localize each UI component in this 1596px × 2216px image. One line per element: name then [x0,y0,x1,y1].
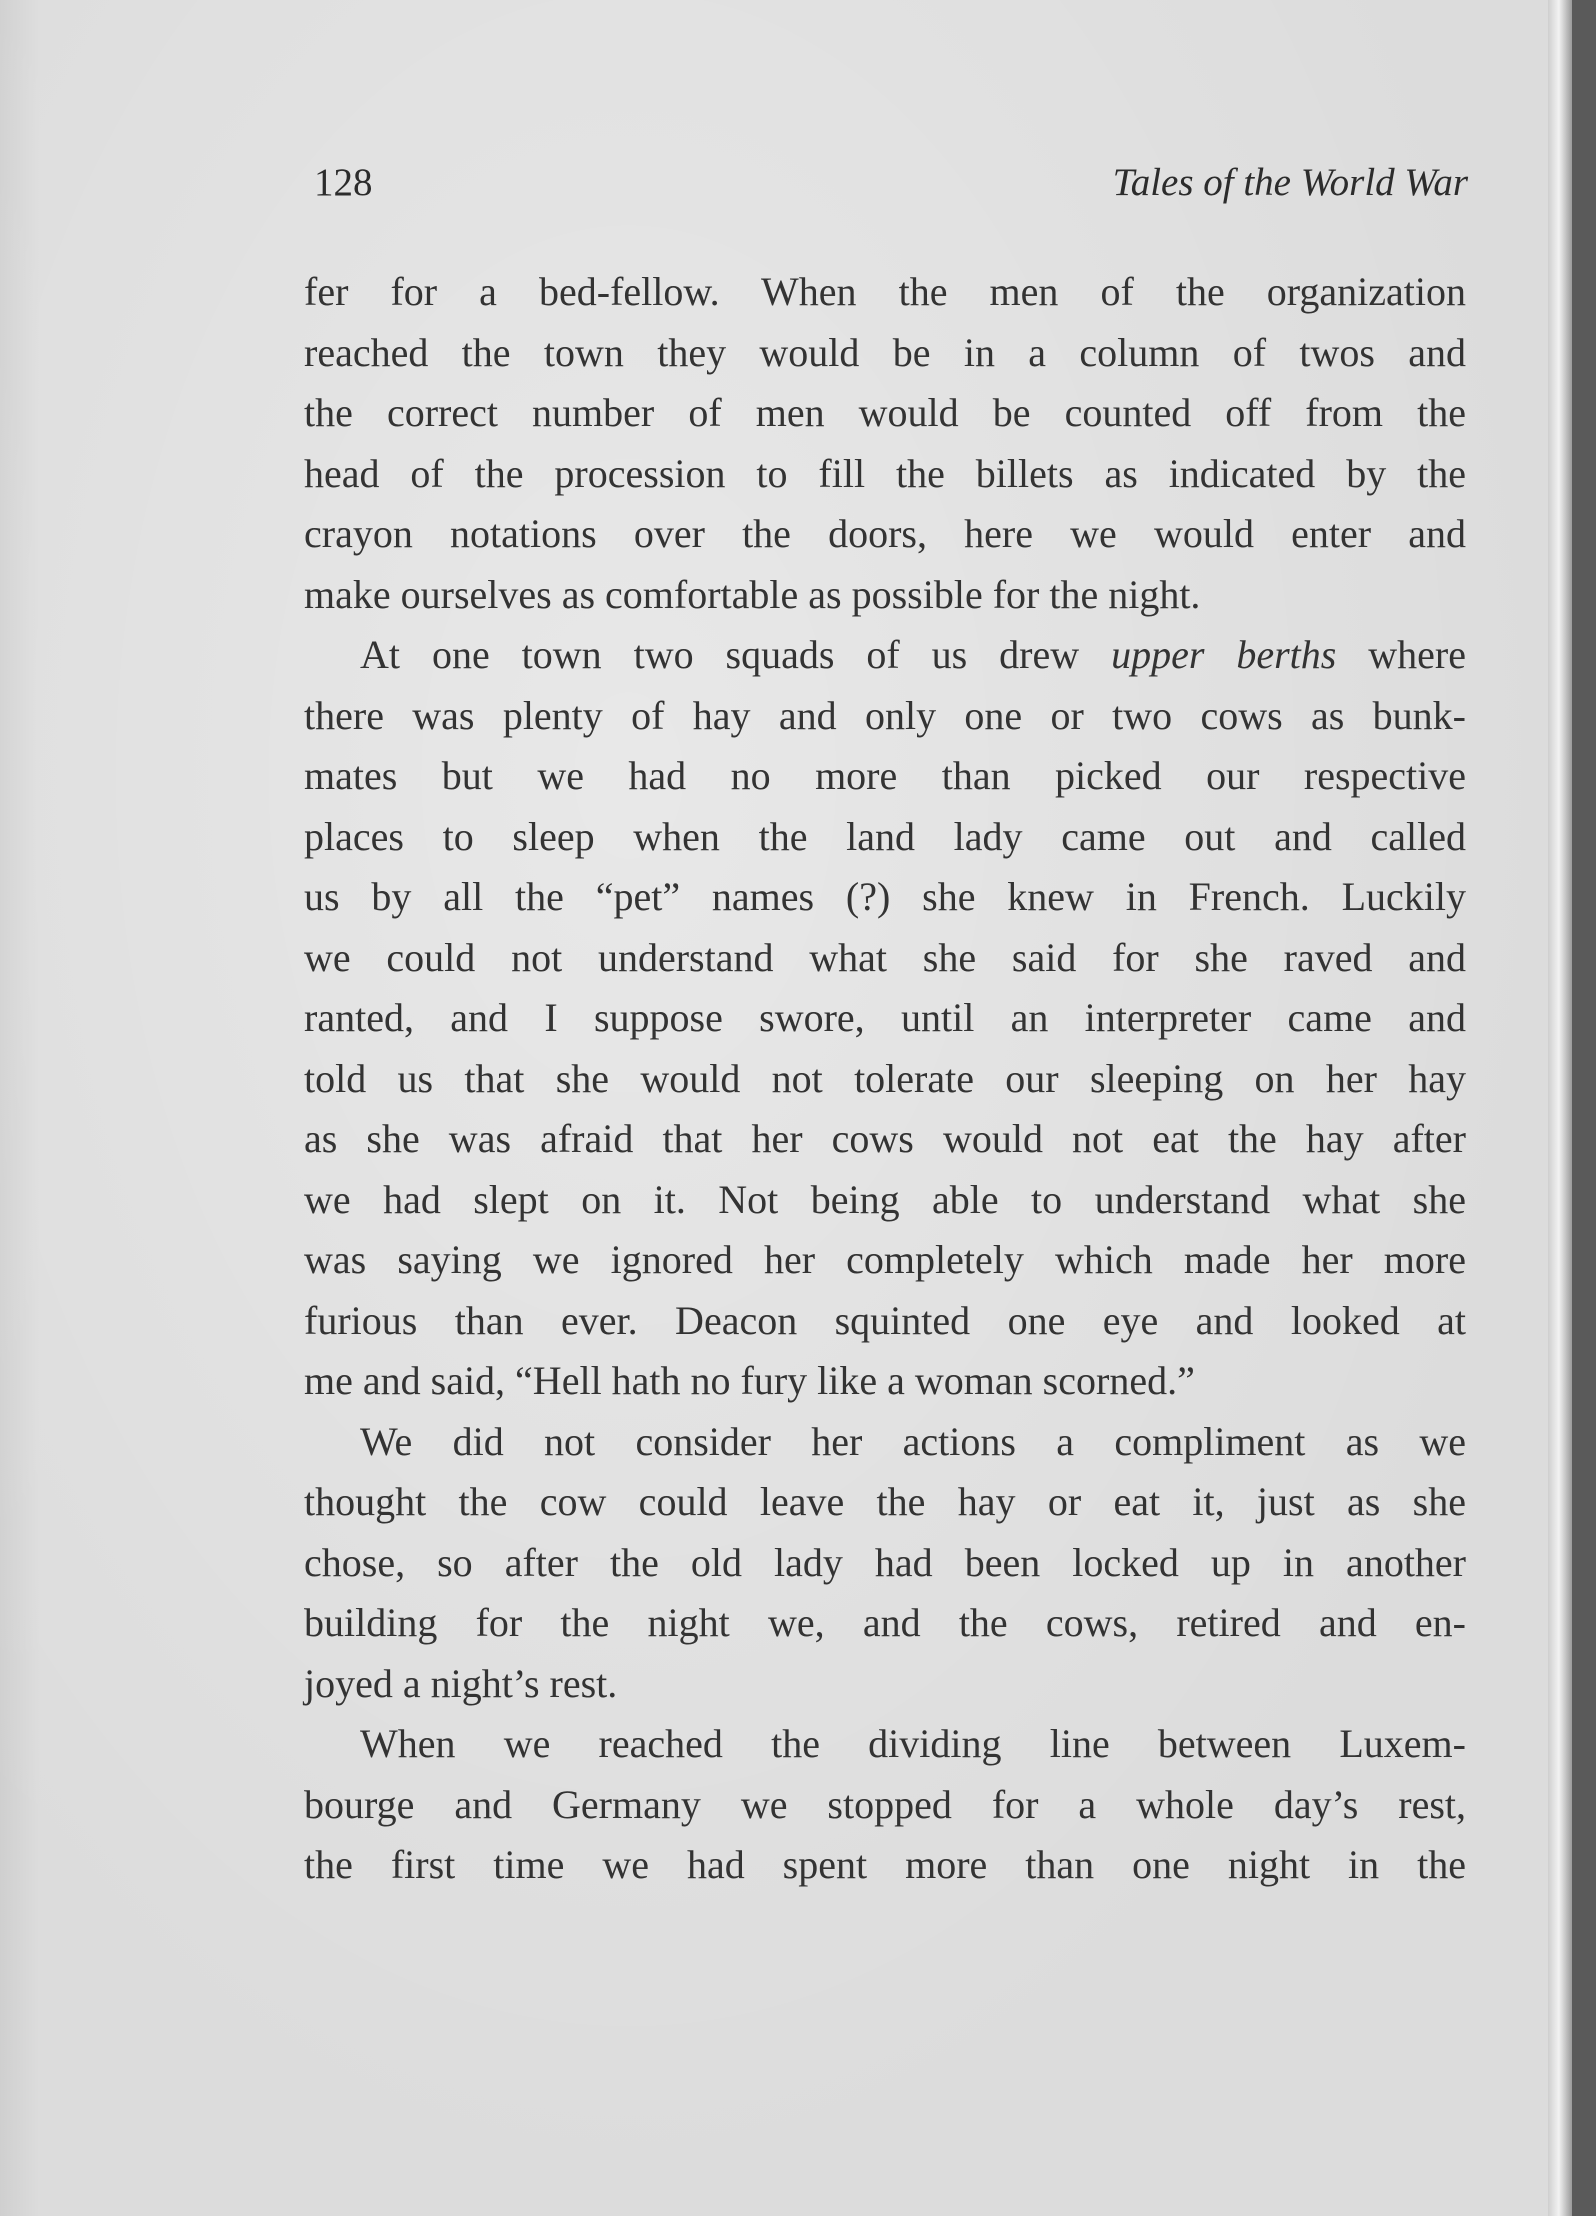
text-line: thought the cow could leave the hay or eat it, just as she [304,1479,1466,1524]
paragraph [304,625,1466,1412]
text-line: chose, so after the old lady had been locked up in another [304,1539,1466,1585]
text-line: reached the town they would be in a column of twos and [304,329,1466,375]
text-line: we could not understand what she said for she raved and [304,934,1466,980]
text-line: We did not consider her actions a compliment as we [360,1418,1466,1464]
emphasis-text: upper berths [1111,632,1337,677]
text-segment: At one town two squads of us drew [360,632,1112,677]
text-line: head of the procession to fill the billets as indicated by the [304,450,1466,496]
text-line: the correct number of men would be counted off from the [304,390,1466,435]
text-line: mates but we had no more than picked our respective [304,753,1466,798]
text-line: us by all the “pet” names (?) she knew in French. Luckily [304,874,1466,919]
page-number: 128 [314,161,373,204]
text-line: fer for a bed-fellow. When the men of the organization [304,269,1466,314]
paragraph [304,1412,1466,1715]
text-line: building for the night we, and the cows, retired and en- [304,1600,1466,1645]
text-line: was saying we ignored her completely which made her more [304,1237,1466,1282]
text-line: there was plenty of hay and only one or two cows as bunk- [304,692,1466,738]
text-line: joyed a night’s rest. [304,1660,618,1706]
page-header [314,160,1468,216]
page-edge [1548,0,1572,2216]
text-line: bourge and Germany we stopped for a whole day’s rest, [304,1781,1466,1827]
text-line: make ourselves as comfortable as possible for the night. [304,571,1201,617]
text-line: as she was afraid that her cows would not eat the hay after [304,1116,1466,1161]
paragraph [304,262,1466,625]
paragraph [304,1714,1466,1896]
text-line: ranted, and I suppose swore, until an interpreter came and [304,995,1466,1040]
text-line: furious than ever. Deacon squinted one eye and looked at [304,1297,1466,1343]
text-line: me and said, “Hell hath no fury like a woman scorned.” [304,1358,1195,1403]
text-line: places to sleep when the land lady came out and called [304,813,1466,859]
page-body [304,262,1466,1896]
text-line: told us that she would not tolerate our sleeping on her hay [304,1055,1466,1101]
running-title: Tales of the World War [1112,161,1468,204]
text-line: crayon notations over the doors, here we would enter and [304,511,1466,556]
text-line: we had slept on it. Not being able to understand what she [304,1176,1466,1222]
text-line [304,625,1466,686]
text-line: When we reached the dividing line between Luxem- [360,1721,1466,1766]
text-line: the first time we had spent more than one night in the [304,1842,1466,1887]
text-segment: where [1336,632,1466,677]
